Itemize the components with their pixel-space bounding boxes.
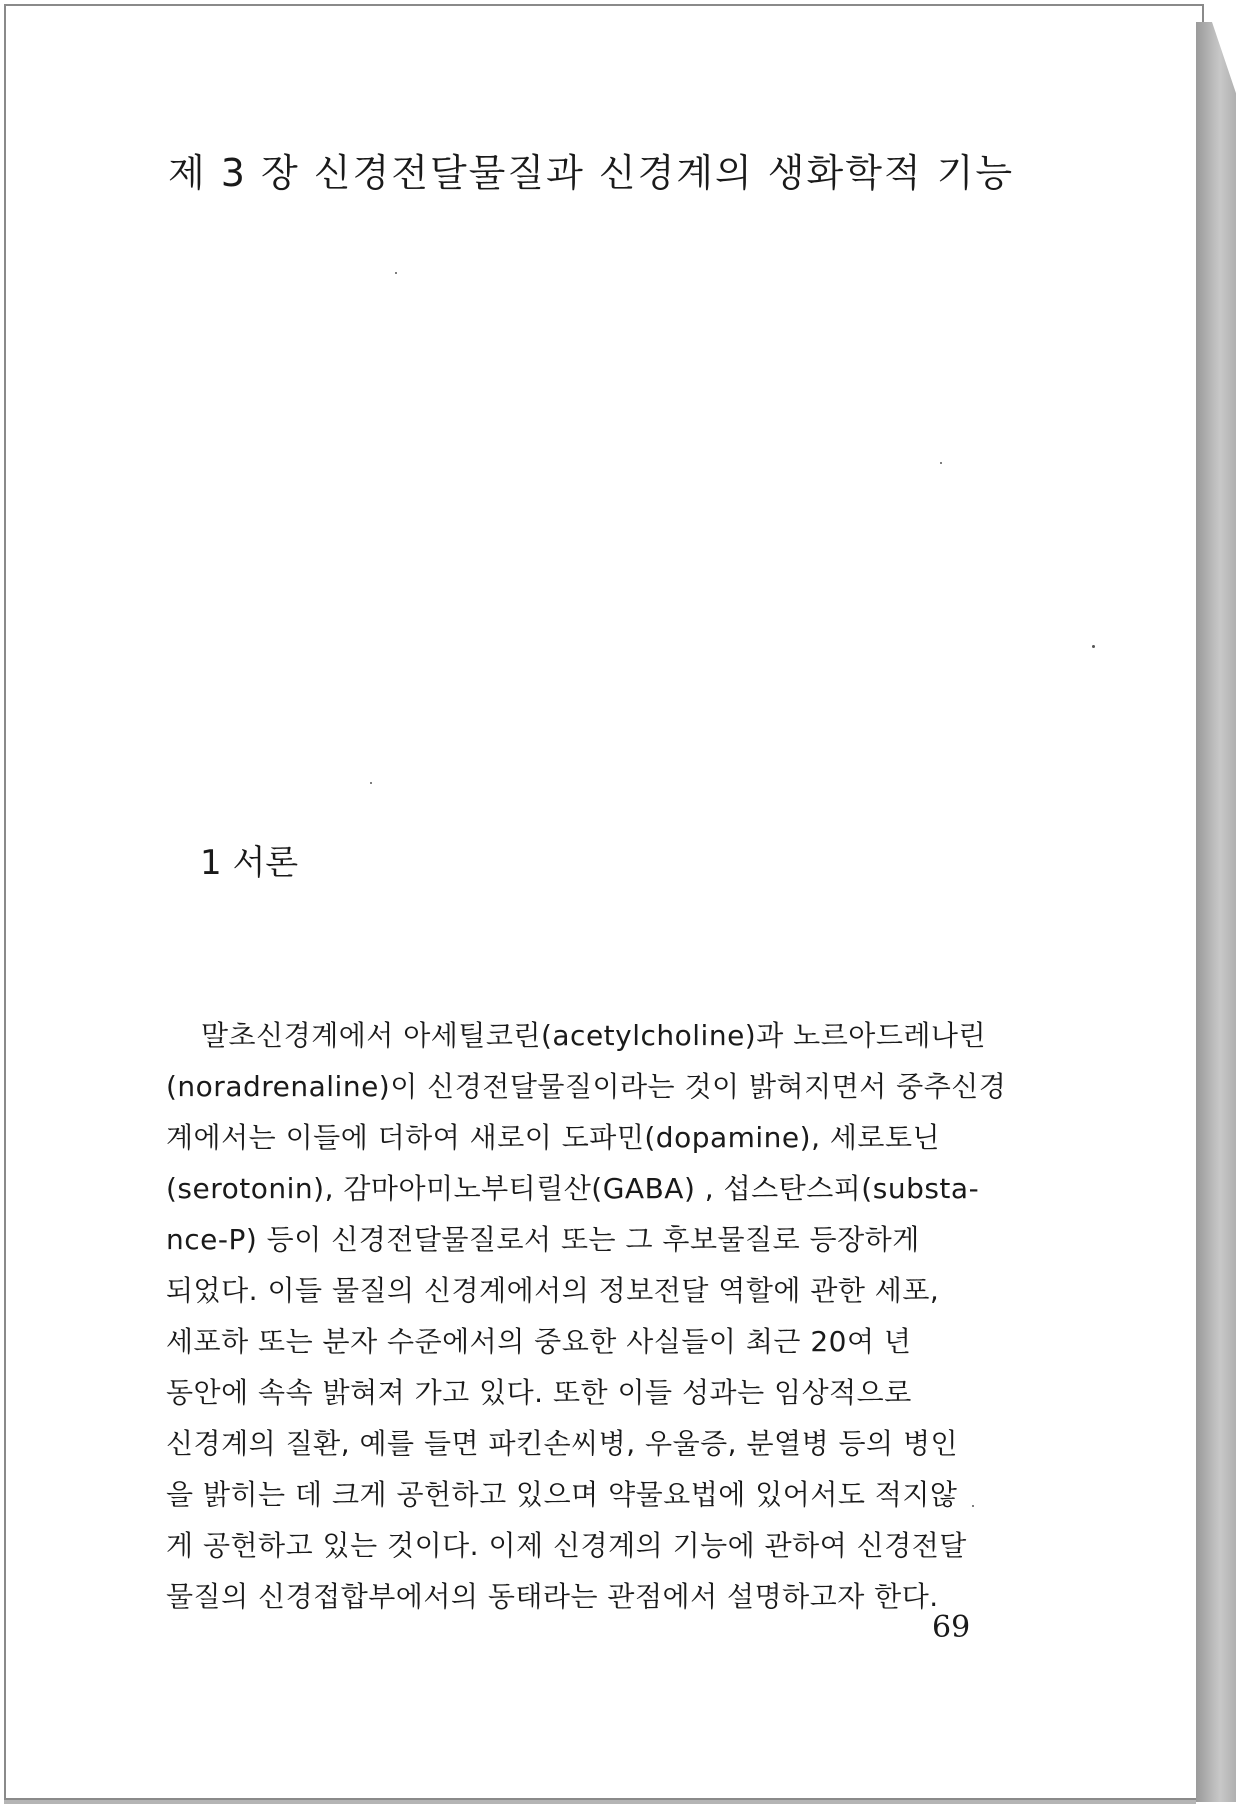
scan-speck [1092,645,1095,648]
section-heading: 1 서론 [200,843,299,883]
page-bottom-edge [4,1800,1196,1804]
body-line: 동안에 속속 밝혀져 가고 있다. 또한 이들 성과는 임상적으로 [166,1376,912,1409]
page-fore-edge [1196,22,1236,1802]
scan-speck [972,1505,974,1507]
body-line: 물질의 신경접합부에서의 동태라는 관점에서 설명하고자 한다. [166,1580,939,1613]
body-line: (serotonin), 감마아미노부티릴산(GABA) , 섭스탄스피(substa- [166,1172,980,1205]
body-line: 을 밝히는 데 크게 공헌하고 있으며 약물요법에 있어서도 적지않 [166,1478,958,1511]
body-line: 세포하 또는 분자 수준에서의 중요한 사실들이 최근 20여 년 [166,1325,912,1358]
body-line: (noradrenaline)이 신경전달물질이라는 것이 밝혀지면서 중추신경 [166,1070,1007,1103]
body-paragraph [166,1010,1026,1622]
scan-speck [370,782,372,784]
body-line: 계에서는 이들에 더하여 새로이 도파민(dopamine), 세로토닌 [166,1121,941,1154]
body-line: 게 공헌하고 있는 것이다. 이제 신경계의 기능에 관하여 신경전달 [166,1529,967,1562]
chapter-title: 제 3 장 신경전달물질과 신경계의 생화학적 기능 [168,151,1015,195]
body-line: 신경계의 질환, 예를 들면 파킨손씨병, 우울증, 분열병 등의 병인 [166,1427,959,1460]
scan-speck [940,462,942,464]
body-line: nce-P) 등이 신경전달물질로서 또는 그 후보물질로 등장하게 [166,1223,920,1256]
body-line: 말초신경계에서 아세틸코린(acetylcholine)과 노르아드레나린 [201,1019,987,1052]
scan-speck [395,272,397,274]
page-number: 69 [932,1610,971,1645]
body-line: 되었다. 이들 물질의 신경계에서의 정보전달 역할에 관한 세포, [166,1274,940,1307]
